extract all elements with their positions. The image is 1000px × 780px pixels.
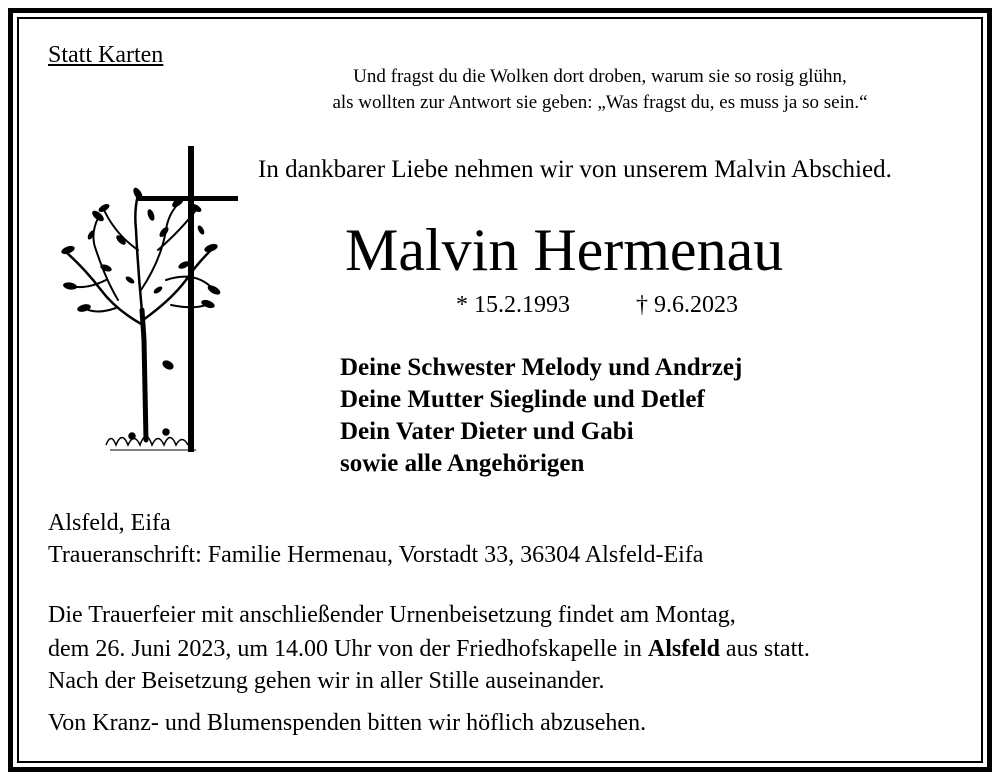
relative-line: Deine Mutter Sieglinde und Detlef — [340, 386, 705, 413]
service-location: Alsfeld — [647, 636, 720, 662]
place-text: Alsfeld, Eifa — [48, 510, 171, 536]
poem-line-1: Und fragst du die Wolken dort droben, warum sie so rosig glühn, — [353, 66, 847, 87]
service-line-1: Die Trauerfeier mit anschließender Urnenbeisetzung findet am Montag, — [48, 602, 736, 628]
relative-line: Deine Schwester Melody und Andrzej — [340, 354, 743, 381]
birth-date: * 15.2.1993 — [456, 292, 570, 318]
emblem-svg — [46, 140, 246, 460]
statt-karten-label: Statt Karten — [48, 42, 164, 68]
service-line-3: Nach der Beisetzung gehen wir in aller Stille auseinander. — [48, 668, 605, 694]
service-line-2 — [48, 636, 810, 663]
relative-line: sowie alle Angehörigen — [340, 450, 585, 477]
service-line-2-after: aus statt. — [719, 636, 810, 662]
flowers-note: Von Kranz- und Blumenspenden bitten wir höflich abzusehen. — [48, 710, 647, 736]
service-line-2-before: dem 26. Juni 2023, um 14.00 Uhr von der Friedhofskapelle in — [48, 636, 648, 662]
ground-grass — [106, 429, 196, 450]
cross-and-tree-emblem — [46, 140, 246, 460]
deceased-name: Malvin Hermenau — [345, 217, 784, 283]
relative-line: Dein Vater Dieter und Gabi — [340, 418, 634, 445]
cross-icon — [138, 146, 238, 452]
mourning-address: Traueranschrift: Familie Hermenau, Vorstadt 33, 36304 Alsfeld-Eifa — [48, 542, 704, 568]
intro-text: In dankbarer Liebe nehmen wir von unserem Malvin Abschied. — [258, 156, 892, 183]
death-date: † 9.6.2023 — [636, 292, 738, 318]
poem-line-2: als wollten zur Antwort sie geben: „Was fragst du, es muss ja so sein.“ — [332, 92, 868, 113]
